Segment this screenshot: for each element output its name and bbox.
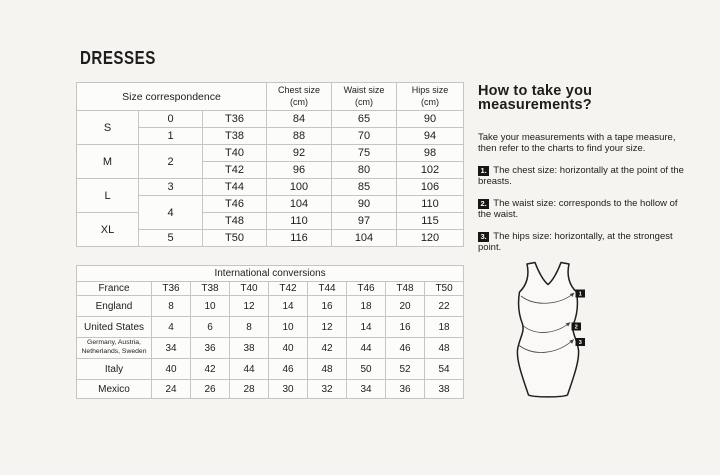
size-value-cell: 16 xyxy=(308,296,347,317)
size-value-cell: T40 xyxy=(230,282,269,296)
waist-tag-label: 2 xyxy=(574,324,578,331)
hips-size-label: Hips size xyxy=(411,84,449,95)
chest-value-cell: 88 xyxy=(267,128,332,145)
chest-value-cell: 92 xyxy=(267,145,332,162)
page-title: DRESSES xyxy=(80,48,156,68)
country-label: United States xyxy=(77,317,152,338)
waist-value-cell: 65 xyxy=(332,111,397,128)
dress-outline-icon xyxy=(517,263,578,397)
step-number-badge: 2. xyxy=(478,199,489,209)
chest-size-header xyxy=(267,83,332,111)
table-row-mexico xyxy=(77,380,464,399)
step-number-badge: 1. xyxy=(478,166,489,176)
step-text: The waist size: corresponds to the hollow of the waist. xyxy=(478,198,678,220)
size-value-cell: 6 xyxy=(191,317,230,338)
country-label: Mexico xyxy=(77,380,152,399)
size-value-cell: 50 xyxy=(347,359,386,380)
international-conversions-table xyxy=(76,265,464,399)
country-label: Germany, Austria, Netherlands, Sweden xyxy=(77,338,152,359)
size-value-cell: 28 xyxy=(230,380,269,399)
hips-value-cell: 94 xyxy=(397,128,464,145)
size-value-cell: 34 xyxy=(347,380,386,399)
waist-value-cell: 104 xyxy=(332,230,397,247)
size-value-cell: T50 xyxy=(425,282,464,296)
size-value-cell: T38 xyxy=(191,282,230,296)
size-number-cell: 1 xyxy=(139,128,203,145)
hips-size-header xyxy=(397,83,464,111)
size-correspondence-header: Size correspondence xyxy=(77,83,267,111)
table-row-england xyxy=(77,296,464,317)
size-value-cell: 38 xyxy=(425,380,464,399)
size-value-cell: 24 xyxy=(152,380,191,399)
french-size-cell: T38 xyxy=(203,128,267,145)
size-value-cell: 32 xyxy=(308,380,347,399)
table-row-france xyxy=(77,282,464,296)
country-label: England xyxy=(77,296,152,317)
table-row xyxy=(77,145,464,162)
french-size-cell: T46 xyxy=(203,196,267,213)
step-hips xyxy=(478,231,692,253)
size-correspondence-table xyxy=(76,82,464,247)
chest-tag-label: 1 xyxy=(578,291,582,298)
chest-value-cell: 104 xyxy=(267,196,332,213)
french-size-cell: T42 xyxy=(203,162,267,179)
hips-value-cell: 106 xyxy=(397,179,464,196)
conversions-header-row xyxy=(77,266,464,282)
french-size-cell: T44 xyxy=(203,179,267,196)
size-value-cell: 22 xyxy=(425,296,464,317)
hips-tag-label: 3 xyxy=(578,340,582,347)
waist-value-cell: 70 xyxy=(332,128,397,145)
size-number-cell: 4 xyxy=(139,196,203,230)
hips-value-cell: 90 xyxy=(397,111,464,128)
size-value-cell: 14 xyxy=(269,296,308,317)
hips-value-cell: 98 xyxy=(397,145,464,162)
size-value-cell: 40 xyxy=(269,338,308,359)
size-value-cell: 16 xyxy=(386,317,425,338)
french-size-cell: T36 xyxy=(203,111,267,128)
size-label-l: L xyxy=(77,179,139,213)
size-number-cell: 5 xyxy=(139,230,203,247)
step-text: The hips size: horizontally, at the strongest point. xyxy=(478,231,673,253)
chest-value-cell: 100 xyxy=(267,179,332,196)
size-value-cell: 44 xyxy=(347,338,386,359)
step-waist xyxy=(478,198,692,220)
waist-size-label: Waist size xyxy=(343,84,385,95)
size-value-cell: 52 xyxy=(386,359,425,380)
size-label-xl: XL xyxy=(77,213,139,247)
size-value-cell: 36 xyxy=(191,338,230,359)
size-value-cell: 44 xyxy=(230,359,269,380)
size-value-cell: 4 xyxy=(152,317,191,338)
size-value-cell: T44 xyxy=(308,282,347,296)
size-number-cell: 3 xyxy=(139,179,203,196)
chest-size-unit: (cm) xyxy=(290,96,308,107)
size-value-cell: 10 xyxy=(191,296,230,317)
size-value-cell: 34 xyxy=(152,338,191,359)
size-number-cell: 0 xyxy=(139,111,203,128)
size-value-cell: 12 xyxy=(308,317,347,338)
size-label-m: M xyxy=(77,145,139,179)
how-to-heading xyxy=(478,84,716,112)
size-value-cell: 48 xyxy=(425,338,464,359)
conversions-title: International conversions xyxy=(77,266,464,282)
size-value-cell: 42 xyxy=(191,359,230,380)
table-row xyxy=(77,111,464,128)
size-value-cell: 40 xyxy=(152,359,191,380)
french-size-cell: T48 xyxy=(203,213,267,230)
size-value-cell: 10 xyxy=(269,317,308,338)
size-value-cell: 30 xyxy=(269,380,308,399)
step-number-badge: 3. xyxy=(478,232,489,242)
waist-value-cell: 75 xyxy=(332,145,397,162)
country-label: France xyxy=(77,282,152,296)
size-value-cell: 38 xyxy=(230,338,269,359)
table-row-united-states xyxy=(77,317,464,338)
hips-value-cell: 115 xyxy=(397,213,464,230)
hips-value-cell: 110 xyxy=(397,196,464,213)
size-value-cell: 46 xyxy=(269,359,308,380)
chest-size-label: Chest size xyxy=(277,84,321,95)
size-value-cell: 26 xyxy=(191,380,230,399)
heading-line-1: How to take you xyxy=(478,83,593,99)
size-value-cell: 46 xyxy=(386,338,425,359)
size-label-s: S xyxy=(77,111,139,145)
size-value-cell: 18 xyxy=(425,317,464,338)
size-value-cell: 36 xyxy=(386,380,425,399)
waist-value-cell: 97 xyxy=(332,213,397,230)
heading-line-2: measurements? xyxy=(478,97,592,113)
step-text: The chest size: horizontally at the point of the breasts. xyxy=(478,165,684,187)
size-value-cell: T42 xyxy=(269,282,308,296)
waist-value-cell: 85 xyxy=(332,179,397,196)
size-value-cell: 8 xyxy=(152,296,191,317)
size-value-cell: 8 xyxy=(230,317,269,338)
hips-value-cell: 120 xyxy=(397,230,464,247)
step-chest xyxy=(478,165,692,187)
size-value-cell: 14 xyxy=(347,317,386,338)
how-to-panel xyxy=(478,84,716,253)
size-value-cell: 48 xyxy=(308,359,347,380)
hips-value-cell: 102 xyxy=(397,162,464,179)
size-value-cell: 18 xyxy=(347,296,386,317)
table-row xyxy=(77,213,464,230)
chest-value-cell: 96 xyxy=(267,162,332,179)
country-label: Italy xyxy=(77,359,152,380)
size-number-cell: 2 xyxy=(139,145,203,179)
size-value-cell: 12 xyxy=(230,296,269,317)
intro-text xyxy=(478,133,716,154)
chest-value-cell: 110 xyxy=(267,213,332,230)
size-table-header-row xyxy=(77,83,464,111)
french-size-cell: T40 xyxy=(203,145,267,162)
hips-size-unit: (cm) xyxy=(421,96,439,107)
intro-line-1: Take your measurements with a tape measure, xyxy=(478,132,676,143)
size-value-cell: 42 xyxy=(308,338,347,359)
size-value-cell: T46 xyxy=(347,282,386,296)
size-value-cell: T48 xyxy=(386,282,425,296)
table-row xyxy=(77,179,464,196)
chest-value-cell: 84 xyxy=(267,111,332,128)
table-row-italy xyxy=(77,359,464,380)
waist-size-header xyxy=(332,83,397,111)
size-value-cell: 20 xyxy=(386,296,425,317)
size-value-cell: 54 xyxy=(425,359,464,380)
dress-diagram xyxy=(500,258,596,408)
table-row-germany-group xyxy=(77,338,464,359)
waist-value-cell: 90 xyxy=(332,196,397,213)
size-value-cell: T36 xyxy=(152,282,191,296)
intro-line-2: then refer to the charts to find your size. xyxy=(478,142,646,154)
waist-value-cell: 80 xyxy=(332,162,397,179)
french-size-cell: T50 xyxy=(203,230,267,247)
waist-size-unit: (cm) xyxy=(355,96,373,107)
chest-value-cell: 116 xyxy=(267,230,332,247)
